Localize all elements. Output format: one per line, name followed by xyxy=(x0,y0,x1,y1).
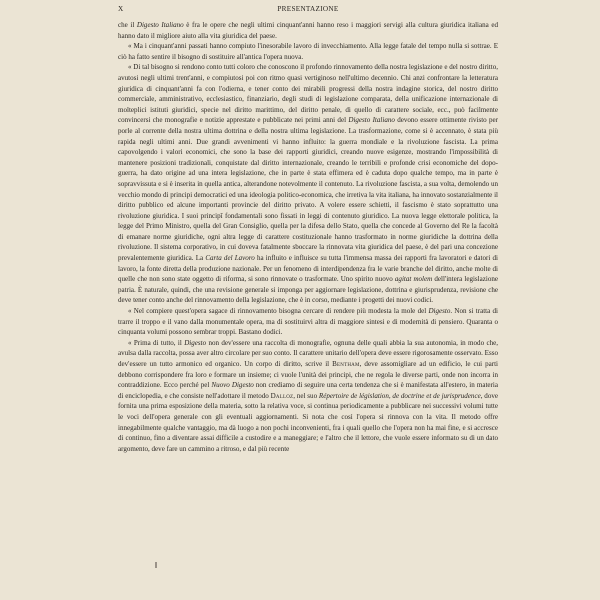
text-run: dell'intera legislazione patria. È naturale, quindi, che una revisione generale si imponga per aggiornare legislazione, dottrina e giurisprudenza, revisione che deve tener conto anche del rinnovamento della legislazione, che è in corso, mediante i progetti dei nuovi codici. xyxy=(118,275,499,305)
text-run: Dalloz xyxy=(270,391,294,400)
text-run: non crediamo di seguire una certa tendenza che si è manifestata all'estero, in materia di enciclopedia, e che consiste nell'adottare il metodo xyxy=(118,381,498,400)
text-run: Digesto xyxy=(428,307,451,316)
text-run: « Ma i cinquant'anni passati hanno compiuto l'inesorabile lavoro di invecchiamento. Alla legge fatale del tempo nulla si sottrae. E ciò ha fatto sentire il bisogno di sostituire all'antica l'opera nuova. xyxy=(118,42,498,61)
text-run: . Non si tratta di trarre il troppo e il vano dalla monumentale opera, ma di sostituirvi altra di maggiore sintesi e di modernità di pensiero. Quaranta o cinquanta volumi possono sembrar troppi. Bastano dodici. xyxy=(118,307,498,337)
body-text xyxy=(118,20,498,454)
text-run: Nuovo Digesto xyxy=(211,381,254,390)
paragraph xyxy=(118,306,498,338)
paragraph xyxy=(118,20,498,41)
text-run: agitat molem xyxy=(394,275,433,284)
text-run: Bentham xyxy=(332,360,360,368)
page-mark xyxy=(155,562,157,568)
text-run: « Nel compiere quest'opera sagace di rinnovamento bisogna cercare di rendere più modesta la mole del xyxy=(128,307,429,316)
page-number: X xyxy=(118,5,124,13)
text-run: ha influito e influisce su tutta l'immensa massa dei rapporti fra lavoratori e datori di lavoro, la fonte diretta della produzione nazionale. Per un fenomeno di interdipendenza fra le varie branche del diritto, anche molte di quelle che non sono state oggetto di riforma, si sono rinnovate o trasformate. Uno spirito nuovo xyxy=(118,254,498,284)
text-run: che il xyxy=(118,21,137,29)
text-run: devono essere ottimente rivisto per porle al corrente della nostra ultima dottrina e della nostra ultima legislazione. La trasformazione, come si è accennato, è stata più rapida negli ultimi anni. Due grandi avvenimenti vi hanno influito: la guerra mondiale e la rivoluzione fascista. La prima capovolgendo i valori economici, che sono la base dei rapporti giuridici, creando nuove esigenze, mostrando l'impossibilità di mantenere posizioni tradizionali, conquistate dal diritto internazionale, creando le terribili e profonde crisi economiche del dopo-guerra, ha dato origine ad una intera legislazione, che in parte è stata effimera ed è caduta dopo qualche tempo, ma in parte è sopravvissuta e si è inserita in quella antica, alterandone notevolmente il contenuto. La rivoluzione fascista, a sua volta, demolendo un vecchio mondo di principi democratici ed una ideologia politico-economica, che irretiva la vita italiana, ha innovato sostanzialmente il diritto pubblico ed alcune importanti provincie del diritto privato. A volere essere schietti, il fascismo è stato soprattutto una rivoluzione giuridica. I suoi principî fondamentali sono fissati in leggi di contenuto giuridico. La nuova legge elettorale politica, la legge del Primo Ministro, quella del Gran Consiglio, quella per la difesa dello Stato, quella che concede al Governo del Re la facoltà di emanare norme giuridiche, ogni altra legge di carattere costituzionale hanno trasformato in norme giuridiche la dottrina della rivoluzione. Il sistema corporativo, in cui doveva fatalmente sboccare la rinnovata vita giuridica del paese, è del pari una concezione prevalentemente giuridica. La xyxy=(118,116,499,263)
paragraph xyxy=(118,41,498,62)
running-header xyxy=(118,5,498,17)
text-run: « Prima di tutto, il xyxy=(128,338,185,347)
text-run: non dev'essere una raccolta di monografie, ognuna delle quali abbia la sua autonomia, in modo che, avulsa dalla raccolta, possa aver altro circolare per suo conto. Il carattere unitario dell'opera deve essere rigorosamente osservato. Esso dev'essere un tutto armonico ed organico. Un corpo di diritto, scrive il xyxy=(118,338,498,368)
text-run: Carta del Lavoro xyxy=(205,254,255,263)
paragraph xyxy=(118,62,498,306)
text-run: Digesto xyxy=(184,338,207,347)
text-run: , nel suo xyxy=(293,391,319,400)
text-run: , dove fornita una prima esposizione della materia, sotto la relativa voce, si continua periodicamente a pubblicare nei successivi volumi tutte le voci dell'opera generale con gli eventuali aggiornamenti. Si nota che così l'opera si rinnova con la vita. Il metodo offre innegabilmente qualche vantaggio, ma dà luogo a non pochi inconvenienti, fra i quali quello che l'opera non ha mai fine, e si accresce di continuo, fino a diventare assai difficile a custodire e a maneggiare; e l'altro che il lettore, che vuole essere informato su di un dato argomento, deve fare un cammino a ritroso, e dal più recente xyxy=(118,391,498,453)
paragraph xyxy=(118,338,498,455)
text-run: Répertoire de législation, de doctrine et de jurisprudence xyxy=(318,391,481,400)
text-run: è fra le opere che negli ultimi cinquant'anni hanno reso i maggiori servigi alla cultura giuridica italiana ed hanno dato il migliore aiuto alla vita giuridica del paese. xyxy=(118,21,499,40)
text-run: « Di tal bisogno si rendono conto tutti coloro che conoscono il profondo rinnovamento della nostra legislazione e del nostro diritto, avutosi negli ultimi trent'anni, e compiutosi poi con ritmo quasi vertiginoso nell'ultimo decennio. Chi anzi confrontare la letteratura giuridica di cinquant'anni fa con l'odierna, e tener conto dei mirabili progressi della nostra indagine storica, del nostro diritto commerciale, amministrativo, ecclesiastico, finanziario, degli studi di legislazione comparata, della unificazione internazionale di molteplici istituti giuridici, specie nel diritto marittimo, del diritto penale, di quello di carattere sociale, ecc., può facilmente convincersi che monografie e notizie apprestate e pubblicate nei primi anni del xyxy=(118,63,498,125)
text-run: Digesto Italiano xyxy=(348,116,395,125)
text-run: Digesto Italiano xyxy=(136,21,184,29)
text-run: , deve assomigliare ad un edificio, le cui parti debbono corrispondere fra loro e formare un insieme; ci vuole l'unità dei principi, che ne regola le diverse parti, onde non incorra in contraddizione. Ecco perché pel xyxy=(118,360,498,390)
running-title: PRESENTAZIONE xyxy=(277,5,339,13)
